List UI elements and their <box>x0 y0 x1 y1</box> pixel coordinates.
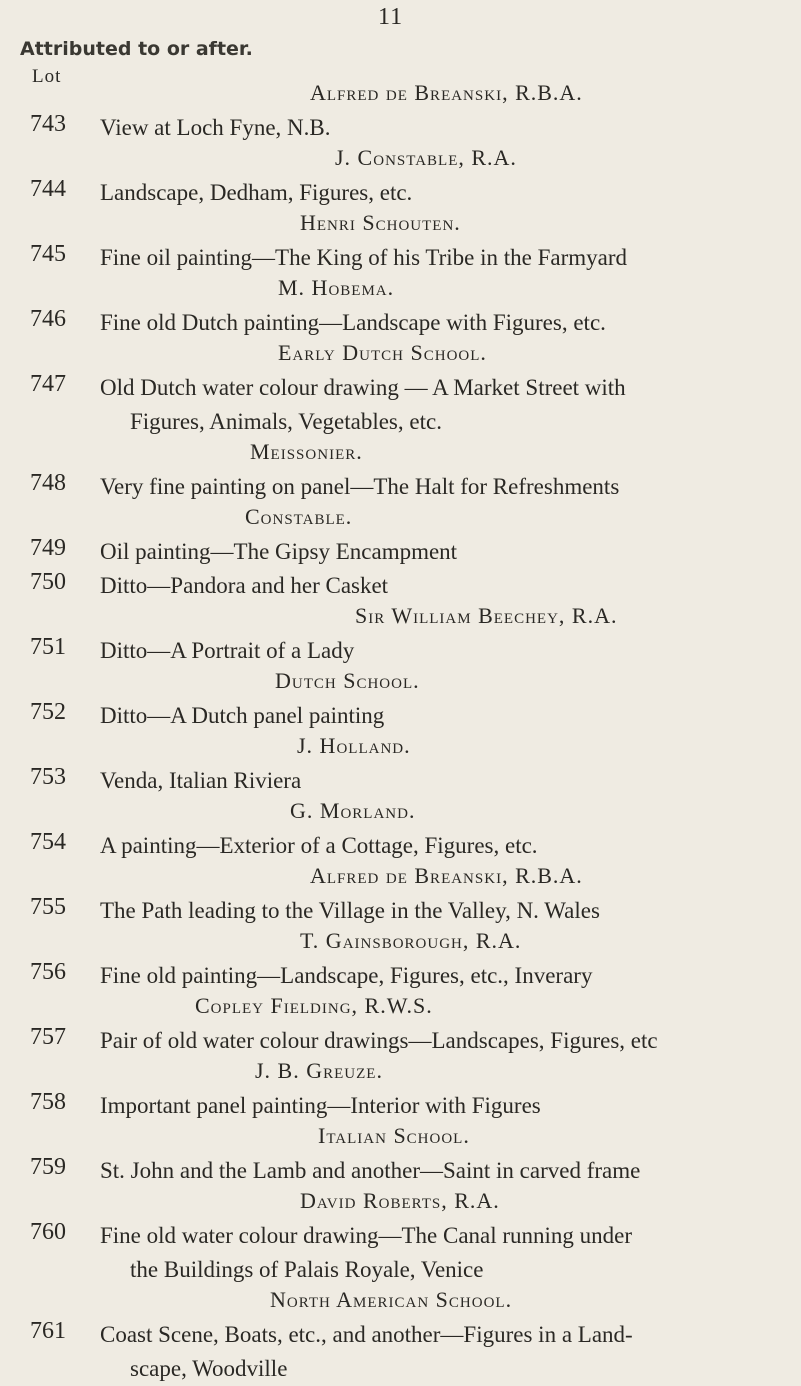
artist-name: M. Hobema. <box>278 275 395 300</box>
lot-number: 755 <box>30 894 66 920</box>
lot-number: 747 <box>30 371 66 397</box>
lot-description: Fine oil painting—The King of his Tribe in the Farmyard <box>100 245 628 270</box>
artist-name: Alfred de Breanski, R.B.A. <box>310 80 583 105</box>
lot-description: the Buildings of Palais Royale, Venice <box>130 1257 484 1282</box>
lot-description: A painting—Exterior of a Cottage, Figures, etc. <box>100 833 538 858</box>
lot-description: Figures, Animals, Vegetables, etc. <box>130 409 442 434</box>
lot-number: 761 <box>30 1318 66 1344</box>
lot-description: scape, Woodville <box>130 1356 288 1381</box>
artist-name: David Roberts, R.A. <box>300 1188 500 1213</box>
lot-description: The Path leading to the Village in the Valley, N. Wales <box>100 898 600 923</box>
lot-description: Pair of old water colour drawings—Landscapes, Figures, etc <box>100 1028 658 1053</box>
lot-number: 745 <box>30 241 66 267</box>
artist-name: Constable. <box>245 504 353 529</box>
lot-number: 752 <box>30 699 66 725</box>
artist-name: Copley Fielding, R.W.S. <box>195 993 433 1018</box>
artist-name: Early Dutch School. <box>278 340 487 365</box>
artist-name: North American School. <box>270 1287 513 1312</box>
artist-name: J. Constable, R.A. <box>335 145 517 170</box>
lot-description: Fine old Dutch painting—Landscape with Figures, etc. <box>100 310 606 335</box>
lot-description: Venda, Italian Riviera <box>100 768 302 793</box>
artist-name: Alfred de Breanski, R.B.A. <box>310 863 583 888</box>
lot-description: Ditto—Pandora and her Casket <box>100 573 389 598</box>
lot-number: 759 <box>30 1154 66 1180</box>
artist-name: Italian School. <box>318 1123 470 1148</box>
lot-number: 743 <box>30 111 66 137</box>
lot-number: 754 <box>30 829 66 855</box>
lot-description: View at Loch Fyne, N.B. <box>100 115 331 140</box>
artist-name: Henri Schouten. <box>300 210 461 235</box>
artist-name: Meissonier. <box>250 439 363 464</box>
lot-description: Fine old water colour drawing—The Canal running under <box>100 1223 633 1248</box>
lot-number: 749 <box>30 535 66 561</box>
lot-number: 748 <box>30 470 66 496</box>
lot-number: 746 <box>30 306 66 332</box>
lot-description: Very fine painting on panel—The Halt for Refreshments <box>100 474 620 499</box>
lot-description: Ditto—A Portrait of a Lady <box>100 638 355 663</box>
lot-number: 750 <box>30 569 66 595</box>
lot-number: 756 <box>30 959 66 985</box>
lot-number: 758 <box>30 1089 66 1115</box>
artist-name: Dutch School. <box>275 668 420 693</box>
artist-name: J. Holland. <box>297 733 411 758</box>
lot-number: 753 <box>30 764 66 790</box>
artist-name: J. B. Greuze. <box>255 1058 383 1083</box>
lot-description: Oil painting—The Gipsy Encampment <box>100 539 458 564</box>
artist-name: T. Gainsborough, R.A. <box>300 928 522 953</box>
lot-description: Landscape, Dedham, Figures, etc. <box>100 180 413 205</box>
lot-column-header: Lot <box>32 66 62 87</box>
lot-number: 760 <box>30 1219 66 1245</box>
lot-description: Fine old painting—Landscape, Figures, etc., Inverary <box>100 963 593 988</box>
lot-description: St. John and the Lamb and another—Saint in carved frame <box>100 1158 641 1183</box>
lot-description: Old Dutch water colour drawing — A Market Street with <box>100 375 626 400</box>
lot-description: Coast Scene, Boats, etc., and another—Figures in a Land- <box>100 1322 633 1347</box>
lot-description: Ditto—A Dutch panel painting <box>100 703 385 728</box>
lot-number: 744 <box>30 176 66 202</box>
artist-name: Sir William Beechey, R.A. <box>355 603 618 628</box>
lot-number: 751 <box>30 634 66 660</box>
lot-description: Important panel painting—Interior with Figures <box>100 1093 541 1118</box>
page-number: 11 <box>378 4 404 30</box>
attribution-note: Attributed to or after. <box>20 38 253 60</box>
artist-name: G. Morland. <box>290 798 416 823</box>
lot-number: 757 <box>30 1024 66 1050</box>
